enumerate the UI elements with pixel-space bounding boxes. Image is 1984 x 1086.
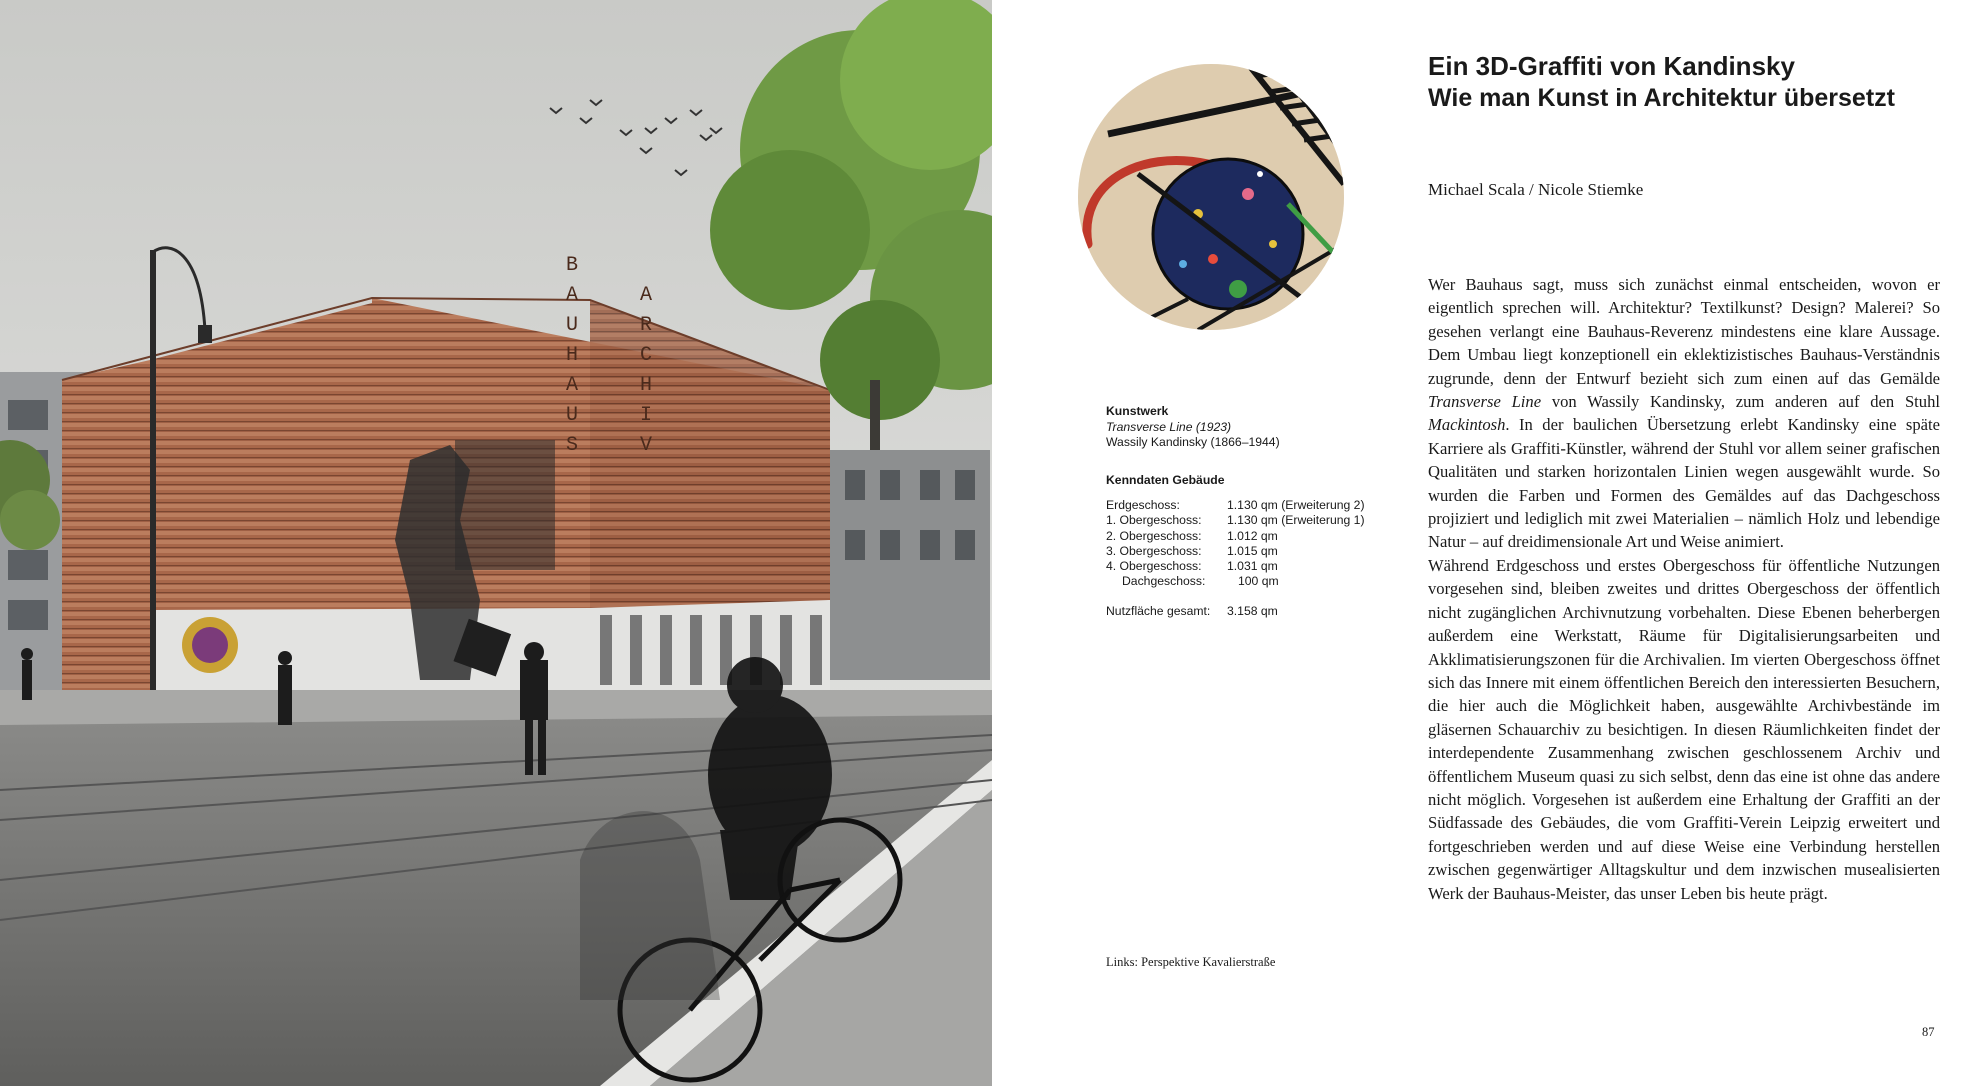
- svg-text:A: A: [565, 374, 579, 397]
- artwork-artist: Wassily Kandinsky (1866–1944): [1106, 435, 1280, 449]
- sidebar-info: [1106, 404, 1406, 619]
- article-body: [1428, 273, 1940, 905]
- floor-area-table: [1106, 498, 1365, 590]
- total-area-row: [1106, 604, 1406, 620]
- floor-value: 1.130 qm (Erweiterung 1): [1227, 513, 1365, 528]
- table-row: [1106, 559, 1365, 574]
- svg-text:U: U: [565, 314, 579, 337]
- svg-text:B: B: [565, 254, 579, 277]
- artwork-title-inline: Transverse Line: [1428, 392, 1542, 412]
- table-row: [1106, 544, 1365, 559]
- svg-text:A: A: [639, 284, 653, 307]
- artwork-title: Transverse Line (1923): [1106, 419, 1232, 434]
- svg-text:A: A: [565, 284, 579, 307]
- table-row: [1106, 529, 1365, 544]
- keydata-heading: Kenndaten Gebäude: [1106, 472, 1225, 487]
- floor-value: 1.015 qm: [1227, 543, 1278, 558]
- body-text-segment: Wer Bauhaus sagt, muss sich zunächst einmal entscheiden, wovon er eigentlich sprechen will. Architektur? Textilkunst? Design? Malerei? So gesehen verlangt eine Bauhaus-Reverenz mindestens eine klare Aussage. Dem Umbau liegt konzeptionell ein eklektizistisches Bauhaus-Verständnis zugrunde, denn der Entwurf bezieht sich zum einen auf das Gemälde: [1428, 275, 1940, 388]
- article-title: Ein 3D-Graffiti von Kandinsky: [1428, 51, 1795, 81]
- floor-value: 1.130 qm (Erweiterung 2): [1227, 498, 1365, 512]
- table-row: [1106, 574, 1365, 589]
- chair-name-inline: Mackintosh: [1428, 415, 1506, 435]
- svg-text:H: H: [565, 344, 579, 367]
- floor-value-text: 100 qm: [1238, 574, 1279, 589]
- page-number: 87: [1922, 1025, 1935, 1039]
- total-area-value: 3.158 qm: [1227, 603, 1278, 618]
- svg-text:V: V: [639, 434, 653, 457]
- body-text-segment: von Wassily Kandinsky, zum anderen auf den Stuhl: [1541, 392, 1940, 412]
- artwork-heading: Kunstwerk: [1106, 404, 1169, 418]
- svg-text:S: S: [565, 434, 579, 457]
- svg-text:I: I: [639, 404, 653, 427]
- svg-text:C: C: [639, 344, 653, 367]
- article-header: [1428, 50, 1948, 114]
- body-paragraph-2: Während Erdgeschoss und erstes Obergeschoss für öffentliche Nutzungen vorgesehen sind, bleiben zweites und drittes Obergeschoss der öffentlich nicht zugänglichen Archivnutzung vorbehalten. Diese Ebenen beherbergen außerdem eine Werkstatt, Räume für Digitalisierungsarbeiten und Akklimatisierungszonen für die Archivalien. Im vierten Obergeschoss öffnet sich das Innere mit einem öffentlichen Bereich den interessierten Besuchern, die hier auch die Möglichkeit haben, ausgewählte Archivbestände im gläsernen Schauarchiv zu besichtigen. In diesen Räumlichkeiten findet der interdependente Zusammenhang zwischen geschlossenem Archiv und öffentlichem Museum quasi zu sich selbst, denn das eine ist ohne das andere nicht möglich. Vorgesehen ist außerdem eine Erhaltung der Graffiti an der Südfassade des Gebäudes, die vom Graffiti-Verein Leipzig erweitert und fortgeschrieben werden und auf diese Weise eine Verbindung herstellen zwischen gegenwärtiger Alltagskultur und dem inzwischen musealisierten Werk der Bauhaus-Meister, das unser Leben bis heute prägt.: [1428, 555, 1940, 903]
- floor-label: Dachgeschoss:: [1122, 574, 1206, 589]
- floor-label: 4. Obergeschoss:: [1106, 559, 1202, 574]
- table-row: [1106, 498, 1365, 513]
- floor-value: [1227, 574, 1365, 589]
- floor-value: 1.031 qm: [1227, 559, 1278, 574]
- floor-value: 1.012 qm: [1227, 528, 1278, 543]
- floor-label: 1. Obergeschoss:: [1106, 513, 1202, 528]
- svg-text:U: U: [565, 404, 579, 427]
- body-text-segment: . In der baulichen Übersetzung erlebt Kandinsky eine späte Karriere als Graffiti-Künstler, während der Stuhl vor allem seiner grafischen Qualitäten und starken horizontalen Linien wegen ausgewählt wurde. So wurden die Farben und Formen des Gemäldes auf das Dachgeschoss projiziert und lediglich mit zwei Materialien – nämlich Holz und lebendige Natur – auf dreidimensionale Art und Weise animiert.: [1428, 415, 1940, 552]
- floor-label: 2. Obergeschoss:: [1106, 528, 1202, 543]
- svg-text:H: H: [639, 374, 653, 397]
- image-caption: Links: Perspektive Kavalierstraße: [1106, 955, 1276, 969]
- floor-label: 3. Obergeschoss:: [1106, 543, 1202, 558]
- floor-label: Erdgeschoss:: [1106, 498, 1180, 512]
- total-area-label: Nutzfläche gesamt:: [1106, 603, 1211, 618]
- table-row: [1106, 513, 1365, 528]
- article-authors: Michael Scala / Nicole Stiemke: [1428, 180, 1644, 199]
- article-subtitle: Wie man Kunst in Architektur übersetzt: [1428, 84, 1895, 112]
- body-paragraph-1: [1428, 273, 1940, 554]
- svg-text:R: R: [639, 314, 653, 337]
- kandinsky-artwork-image: [1078, 64, 1344, 330]
